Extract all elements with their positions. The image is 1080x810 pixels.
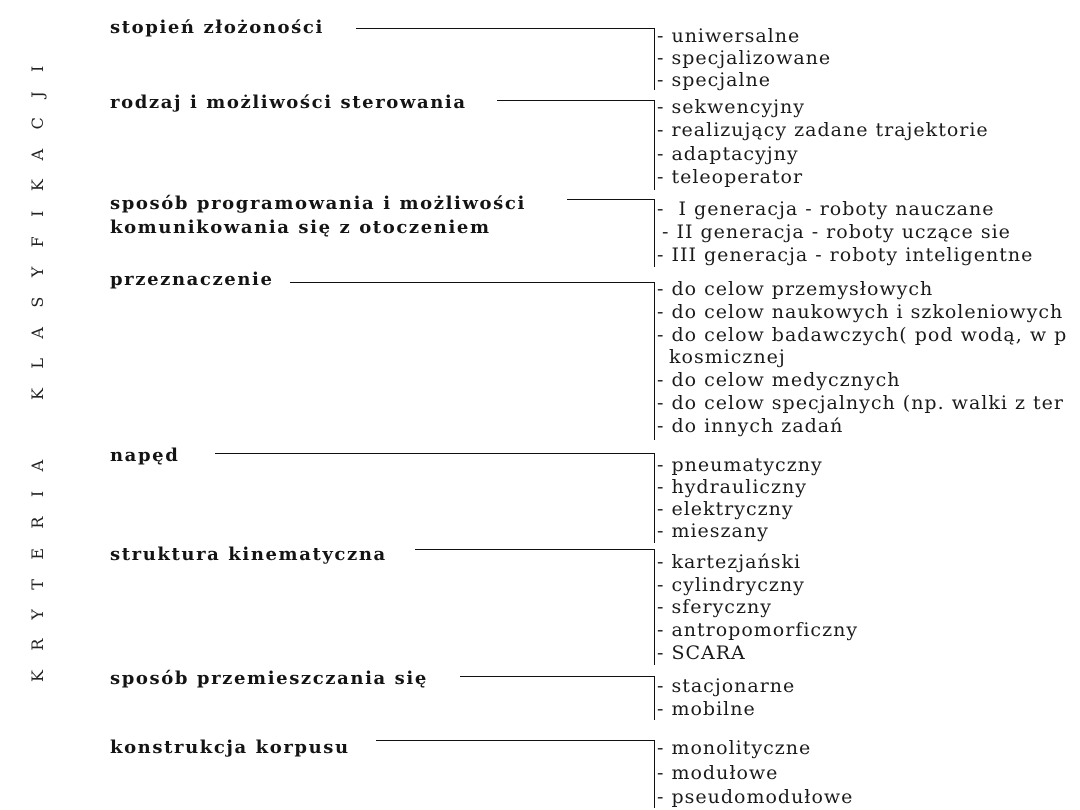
option-sekwencyjny: - sekwencyjny (657, 96, 805, 118)
connector-line-sposob-programowania (567, 199, 654, 200)
connector-line-rodzaj-sterowania (497, 100, 654, 101)
option-pneumatyczny: - pneumatyczny (657, 454, 823, 476)
bracket-line-sposob-przemieszczania (654, 676, 655, 720)
bracket-line-struktura-kinematyczna (654, 549, 655, 665)
option-elektryczny: - elektryczny (657, 498, 794, 520)
option-kartezjanski: - kartezjański (657, 551, 802, 573)
criterion-label-sposob-przemieszczania: sposób przemieszczania się (110, 668, 428, 689)
option-ii-generacja: - II generacja - roboty uczące sie (662, 221, 1011, 243)
option-inne-zadania: - do innych zadań (657, 415, 844, 437)
option-specjalne: - specjalne (657, 69, 772, 91)
option-i-generacja: - I generacja - roboty nauczane (657, 198, 995, 220)
option-modulowe: - modułowe (657, 762, 779, 784)
bracket-line-stopien-zlozonosci (654, 28, 655, 90)
option-cele-specjalne: - do celow specjalnych (np. walki z ter (657, 392, 1064, 414)
option-uniwersalne: - uniwersalne (657, 25, 801, 47)
criterion-label-stopien-zlozonosci: stopień złożoności (110, 17, 324, 38)
criterion-label-rodzaj-sterowania: rodzaj i możliwości sterowania (110, 92, 467, 113)
option-scara: - SCARA (657, 642, 746, 664)
option-stacjonarne: - stacjonarne (657, 675, 796, 697)
connector-line-stopien-zlozonosci (356, 28, 654, 29)
option-cele-przemyslowe: - do celow przemysłowych (657, 278, 934, 300)
option-iii-generacja: - III generacja - roboty inteligentne (657, 244, 1034, 266)
option-realizujacy-trajektorie: - realizujący zadane trajektorie (657, 119, 989, 141)
bracket-line-naped (654, 453, 655, 543)
criterion-label-sposob-programowania-line2: komunikowania się z otoczeniem (110, 217, 491, 238)
option-specjalizowane: - specjalizowane (657, 47, 832, 69)
connector-line-struktura-kinematyczna (415, 549, 654, 550)
option-monolityczne: - monolityczne (657, 737, 812, 759)
bracket-line-przeznaczenie (654, 282, 655, 440)
option-hydrauliczny: - hydrauliczny (657, 476, 808, 498)
option-cele-badawcze: - do celow badawczych( pod wodą, w p (657, 324, 1068, 346)
option-antropomorficzny: - antropomorficzny (657, 619, 859, 641)
option-sferyczny: - sferyczny (657, 596, 772, 618)
connector-line-konstrukcja-korpusu (376, 740, 654, 741)
criterion-label-konstrukcja-korpusu: konstrukcja korpusu (110, 737, 350, 758)
bracket-line-rodzaj-sterowania (654, 100, 655, 190)
connector-line-naped (215, 453, 654, 454)
classification-criteria-vertical-title: KRYTERIA KLASYFIKACJI (28, 46, 47, 682)
option-cele-naukowe-szkoleniowe: - do celow naukowych i szkoleniowych (657, 301, 1064, 323)
bracket-line-konstrukcja-korpusu (654, 740, 655, 808)
option-mieszany: - mieszany (657, 520, 769, 542)
option-teleoperator: - teleoperator (657, 166, 804, 188)
criterion-label-przeznaczenie: przeznaczenie (110, 269, 274, 290)
option-pseudomodulowe: - pseudomodułowe (657, 786, 854, 808)
connector-line-przeznaczenie (290, 282, 654, 283)
bracket-line-sposob-programowania (654, 199, 655, 267)
option-mobilne: - mobilne (657, 698, 756, 720)
connector-line-sposob-przemieszczania (460, 676, 654, 677)
criterion-label-naped: napęd (110, 445, 180, 466)
option-cele-badawcze-continuation: kosmicznej (669, 346, 786, 368)
option-adaptacyjny: - adaptacyjny (657, 143, 799, 165)
option-cylindryczny: - cylindryczny (657, 574, 805, 596)
option-cele-medyczne: - do celow medycznych (657, 369, 901, 391)
criterion-label-sposob-programowania-line1: sposób programowania i możliwości (110, 193, 526, 214)
criterion-label-struktura-kinematyczna: struktura kinematyczna (110, 544, 387, 565)
